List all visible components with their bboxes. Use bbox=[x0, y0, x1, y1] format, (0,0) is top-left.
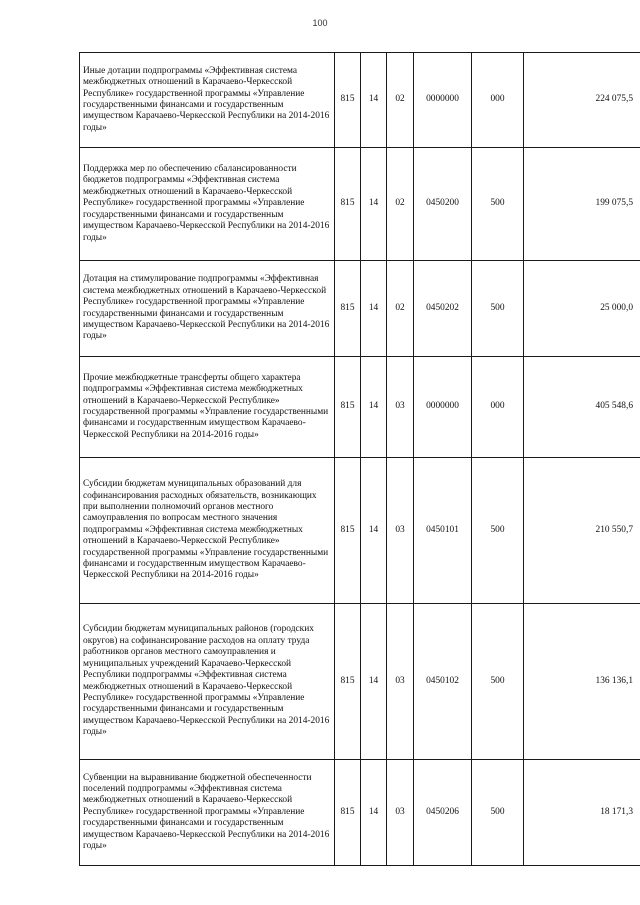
row-section-code: 14 bbox=[361, 148, 387, 261]
row-description: Субсидии бюджетам муниципальных районов (городских округов) на софинансирование расходов на оплату труда работников органов местного самоуправления и муниципальных учреждений Карачаево-Черкесской Республики подпрограммы «Эффективная система межбюджетных отношений в Карачаево-Черкесской Республике» государственной программы «Управление государственными финансами и государственным имуществом Карачаево-Черкесской Республики на 2014-2016 годы» bbox=[80, 604, 335, 760]
row-target-code: 0450102 bbox=[414, 604, 472, 760]
row-target-code: 0450202 bbox=[414, 261, 472, 357]
row-expense-type-code: 000 bbox=[472, 53, 524, 148]
row-subsection-code: 03 bbox=[387, 458, 414, 604]
row-expense-type-code: 500 bbox=[472, 760, 524, 866]
row-grbs-code: 815 bbox=[335, 261, 361, 357]
row-description: Прочие межбюджетные трансферты общего характера подпрограммы «Эффективная система межбюджетных отношений в Карачаево-Черкесской Республике» государственной программы «Управление государственными финансами и государственным имуществом Карачаево-Черкесской Республики на 2014-2016 годы» bbox=[80, 357, 335, 458]
budget-table bbox=[79, 52, 640, 866]
row-subsection-code: 03 bbox=[387, 357, 414, 458]
row-amount: 224 075,5 bbox=[524, 53, 640, 148]
row-subsection-code: 03 bbox=[387, 760, 414, 866]
row-expense-type-code: 500 bbox=[472, 604, 524, 760]
row-grbs-code: 815 bbox=[335, 148, 361, 261]
row-amount: 18 171,3 bbox=[524, 760, 640, 866]
row-subsection-code: 03 bbox=[387, 604, 414, 760]
row-subsection-code: 02 bbox=[387, 53, 414, 148]
row-target-code: 0000000 bbox=[414, 53, 472, 148]
table-row bbox=[80, 760, 640, 866]
table-row bbox=[80, 53, 640, 148]
row-section-code: 14 bbox=[361, 357, 387, 458]
row-section-code: 14 bbox=[361, 604, 387, 760]
row-description: Поддержка мер по обеспечению сбалансированности бюджетов подпрограммы «Эффективная система межбюджетных отношений в Карачаево-Черкесской Республике» государственной программы «Управление государственными финансами и государственным имуществом Карачаево-Черкесской Республики на 2014-2016 годы» bbox=[80, 148, 335, 261]
row-expense-type-code: 500 bbox=[472, 148, 524, 261]
row-subsection-code: 02 bbox=[387, 148, 414, 261]
row-expense-type-code: 000 bbox=[472, 357, 524, 458]
table-row bbox=[80, 357, 640, 458]
row-amount: 210 550,7 bbox=[524, 458, 640, 604]
row-section-code: 14 bbox=[361, 760, 387, 866]
row-target-code: 0000000 bbox=[414, 357, 472, 458]
row-description: Иные дотации подпрограммы «Эффективная система межбюджетных отношений в Карачаево-Черкесской Республике» государственной программы «Управление государственными финансами и государственным имуществом Карачаево-Черкесской Республики на 2014-2016 годы» bbox=[80, 53, 335, 148]
row-amount: 405 548,6 bbox=[524, 357, 640, 458]
row-grbs-code: 815 bbox=[335, 458, 361, 604]
row-description: Дотация на стимулирование подпрограммы «Эффективная система межбюджетных отношений в Карачаево-Черкесской Республике» государственной программы «Управление государственными финансами и государственным имуществом Карачаево-Черкесской Республики на 2014-2016 годы» bbox=[80, 261, 335, 357]
row-subsection-code: 02 bbox=[387, 261, 414, 357]
row-amount: 136 136,1 bbox=[524, 604, 640, 760]
table-row bbox=[80, 458, 640, 604]
row-expense-type-code: 500 bbox=[472, 261, 524, 357]
row-amount: 199 075,5 bbox=[524, 148, 640, 261]
row-description: Субвенции на выравнивание бюджетной обеспеченности поселений подпрограммы «Эффективная система межбюджетных отношений в Карачаево-Черкесской Республике» государственной программы «Управление государственными финансами и государственным имуществом Карачаево-Черкесской Республики на 2014-2016 годы» bbox=[80, 760, 335, 866]
table-row bbox=[80, 148, 640, 261]
row-section-code: 14 bbox=[361, 53, 387, 148]
row-description: Субсидии бюджетам муниципальных образований для софинансирования расходных обязательств, возникающих при выполнении полномочий органов местного самоуправления по вопросам местного значения подпрограммы «Эффективная система межбюджетных отношений в Карачаево-Черкесской Республике» государственной программы «Управление государственными финансами и государственным имуществом Карачаево-Черкесской Республики на 2014-2016 годы» bbox=[80, 458, 335, 604]
row-grbs-code: 815 bbox=[335, 53, 361, 148]
row-grbs-code: 815 bbox=[335, 604, 361, 760]
row-target-code: 0450101 bbox=[414, 458, 472, 604]
row-expense-type-code: 500 bbox=[472, 458, 524, 604]
row-section-code: 14 bbox=[361, 261, 387, 357]
page-number: 100 bbox=[312, 18, 328, 28]
row-target-code: 0450200 bbox=[414, 148, 472, 261]
table-row bbox=[80, 604, 640, 760]
row-target-code: 0450206 bbox=[414, 760, 472, 866]
row-grbs-code: 815 bbox=[335, 760, 361, 866]
row-grbs-code: 815 bbox=[335, 357, 361, 458]
row-section-code: 14 bbox=[361, 458, 387, 604]
table-row bbox=[80, 261, 640, 357]
row-amount: 25 000,0 bbox=[524, 261, 640, 357]
